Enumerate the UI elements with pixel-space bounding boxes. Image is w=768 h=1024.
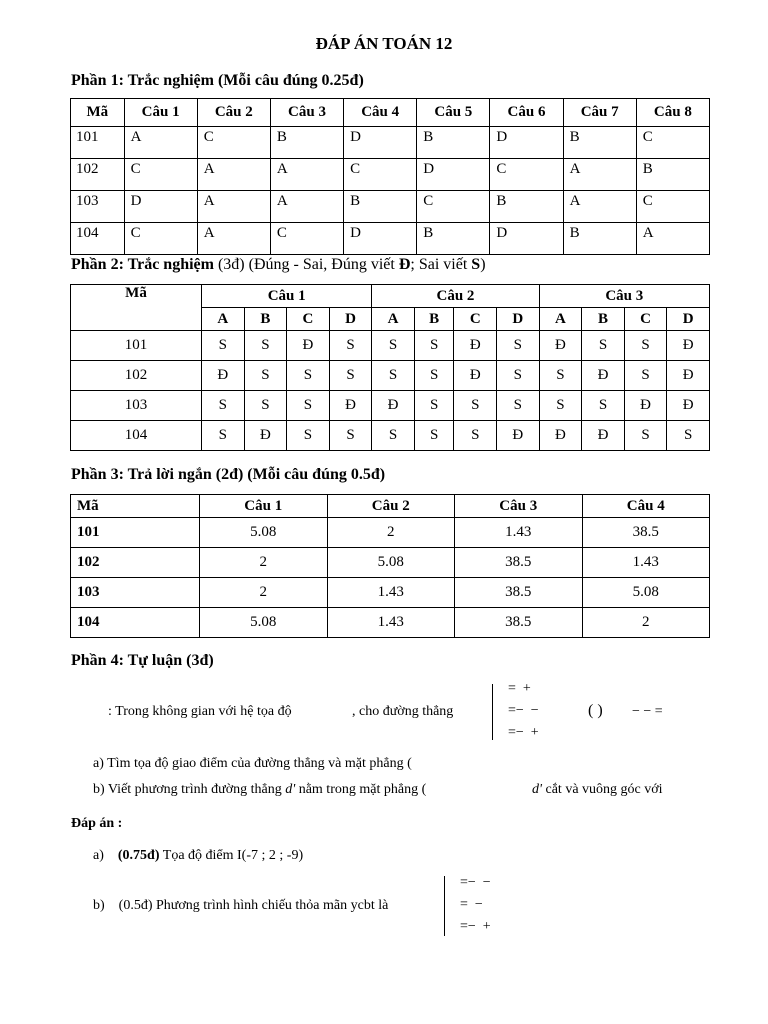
table-cell: Đ <box>667 391 710 421</box>
page-title: ĐÁP ÁN TOÁN 12 <box>315 34 453 53</box>
table-row <box>71 159 710 191</box>
table-cell: D <box>490 127 563 159</box>
table-cell: S <box>372 421 415 451</box>
table-subheader-cell: A <box>539 308 582 331</box>
table-cell: A <box>563 191 636 223</box>
table-subheader-cell: D <box>329 308 372 331</box>
table-cell: Đ <box>582 421 625 451</box>
table-cell: Đ <box>497 421 540 451</box>
table-cell: S <box>624 421 667 451</box>
table-cell: S <box>414 421 454 451</box>
table-subheader-cell: B <box>414 308 454 331</box>
table-header-cell: Câu 5 <box>417 99 490 127</box>
table-subheader-cell: C <box>454 308 497 331</box>
table-header-cell: Câu 1 <box>200 495 328 518</box>
part3-heading: Phần 3: Trả lời ngắn (2đ) (Mỗi câu đúng 0.5đ) <box>71 466 386 483</box>
part2-table <box>70 284 710 451</box>
table-row <box>71 548 710 578</box>
answer-label: Đáp án : <box>71 816 123 831</box>
table-cell: S <box>539 361 582 391</box>
table-cell: 103 <box>71 391 202 421</box>
table-cell: S <box>202 421 245 451</box>
table-cell: S <box>624 331 667 361</box>
table-cell: 103 <box>71 191 125 223</box>
table-cell: 101 <box>71 127 125 159</box>
table-cell: Đ <box>454 361 497 391</box>
part4-heading: Phần 4: Tự luận (3đ) <box>71 652 214 669</box>
table-subheader-cell: B <box>582 308 625 331</box>
table-header-cell: Câu 1 <box>124 99 197 127</box>
table-subheader-cell: C <box>624 308 667 331</box>
table-cell: S <box>287 421 330 451</box>
table-cell: S <box>624 361 667 391</box>
table-header-cell: Câu 8 <box>636 99 709 127</box>
table-cell: D <box>344 127 417 159</box>
table-cell: 38.5 <box>582 518 710 548</box>
table-cell: 5.08 <box>327 548 455 578</box>
table-cell: A <box>636 223 709 255</box>
table-cell: S <box>582 331 625 361</box>
table-subheader-cell: A <box>202 308 245 331</box>
part3-table <box>70 494 710 638</box>
question-a: a) Tìm tọa độ giao điểm của đường thẳng và mặt phẳng ( <box>93 756 412 771</box>
part2-heading: Phần 2: Trắc nghiệm (3đ) (Đúng - Sai, Đúng viết Đ; Sai viết S) <box>71 256 486 273</box>
line-equation-system: = + =− − =− + <box>508 681 539 740</box>
table-row <box>71 578 710 608</box>
table-cell: C <box>124 223 197 255</box>
table-cell: A <box>270 159 343 191</box>
table-cell: Đ <box>624 391 667 421</box>
table-cell: S <box>329 421 372 451</box>
table-header-cell: Câu 1 <box>202 285 372 308</box>
part1-heading: Phần 1: Trắc nghiệm (Mỗi câu đúng 0.25đ) <box>71 72 364 89</box>
table-cell: S <box>244 361 287 391</box>
table-cell: S <box>497 361 540 391</box>
table-cell: 2 <box>582 608 710 638</box>
table-subheader-cell: D <box>667 308 710 331</box>
table-cell: S <box>372 361 415 391</box>
table-cell: 2 <box>200 578 328 608</box>
table-cell: A <box>197 159 270 191</box>
answer-b: b) (0.5đ) Phương trình hình chiếu thỏa mãn ycbt là <box>93 898 389 913</box>
table-cell: 38.5 <box>455 608 583 638</box>
table-cell: D <box>490 223 563 255</box>
table-cell: Đ <box>287 331 330 361</box>
table-cell: S <box>329 331 372 361</box>
table-cell: 5.08 <box>582 578 710 608</box>
table-row <box>71 331 710 361</box>
table-header-cell: Câu 6 <box>490 99 563 127</box>
table-cell: C <box>417 191 490 223</box>
table-row <box>71 391 710 421</box>
table-row <box>71 223 710 255</box>
table-cell: 102 <box>71 361 202 391</box>
table-subheader-cell: A <box>372 308 415 331</box>
table-header-cell: Mã <box>71 495 200 518</box>
table-cell: B <box>344 191 417 223</box>
table-cell: D <box>417 159 490 191</box>
table-cell: 101 <box>71 331 202 361</box>
table-cell: 2 <box>327 518 455 548</box>
table-row <box>71 608 710 638</box>
table-cell: S <box>454 391 497 421</box>
table-cell: C <box>636 127 709 159</box>
table-row <box>71 361 710 391</box>
table-cell: S <box>414 361 454 391</box>
answer-system-brace <box>444 876 451 936</box>
table-cell: 38.5 <box>455 548 583 578</box>
table-cell: C <box>490 159 563 191</box>
table-cell: C <box>344 159 417 191</box>
table-cell: 104 <box>71 608 200 638</box>
table-cell: Đ <box>372 391 415 421</box>
table-cell: B <box>636 159 709 191</box>
plane-paren: ( ) <box>588 702 603 719</box>
table-cell: 38.5 <box>455 578 583 608</box>
table-cell: B <box>417 223 490 255</box>
table-cell: A <box>270 191 343 223</box>
table-cell: Đ <box>244 421 287 451</box>
table-cell: C <box>636 191 709 223</box>
table-cell: S <box>414 331 454 361</box>
problem-text-b: , cho đường thẳng <box>352 704 454 719</box>
table-cell: 5.08 <box>200 518 328 548</box>
table-row <box>71 518 710 548</box>
table-cell: B <box>270 127 343 159</box>
table-subheader-cell: C <box>287 308 330 331</box>
table-cell: Đ <box>329 391 372 421</box>
table-cell: 5.08 <box>200 608 328 638</box>
table-cell: Đ <box>202 361 245 391</box>
table-cell: 103 <box>71 578 200 608</box>
table-cell: 1.43 <box>582 548 710 578</box>
table-subheader-cell: B <box>244 308 287 331</box>
table-cell: S <box>497 391 540 421</box>
part1-table <box>70 98 710 255</box>
table-cell: 1.43 <box>455 518 583 548</box>
table-cell: 102 <box>71 159 125 191</box>
question-b: b) Viết phương trình đường thẳng d' nằm trong mặt phẳng ( <box>93 782 427 797</box>
table-cell: 104 <box>71 421 202 451</box>
table-cell: 1.43 <box>327 608 455 638</box>
table-cell: A <box>197 191 270 223</box>
table-cell: S <box>244 331 287 361</box>
table-cell: S <box>244 391 287 421</box>
table-header-cell: Mã <box>71 285 202 331</box>
table-header-cell: Câu 3 <box>270 99 343 127</box>
table-cell: S <box>372 331 415 361</box>
table-cell: Đ <box>539 421 582 451</box>
table-cell: 102 <box>71 548 200 578</box>
table-cell: Đ <box>667 331 710 361</box>
table-cell: A <box>197 223 270 255</box>
table-header-cell: Câu 4 <box>582 495 710 518</box>
table-row <box>71 127 710 159</box>
table-cell: S <box>329 361 372 391</box>
table-cell: S <box>454 421 497 451</box>
table-cell: 104 <box>71 223 125 255</box>
table-cell: S <box>539 391 582 421</box>
table-header-cell: Câu 3 <box>539 285 709 308</box>
table-row <box>71 421 710 451</box>
table-cell: C <box>197 127 270 159</box>
table-cell: S <box>497 331 540 361</box>
table-cell: B <box>490 191 563 223</box>
table-cell: D <box>124 191 197 223</box>
table-header-cell: Câu 4 <box>344 99 417 127</box>
table-cell: 101 <box>71 518 200 548</box>
table-cell: S <box>202 331 245 361</box>
table-cell: S <box>287 361 330 391</box>
table-cell: B <box>417 127 490 159</box>
table-header-cell: Mã <box>71 99 125 127</box>
table-header-cell: Câu 2 <box>372 285 539 308</box>
table-cell: C <box>270 223 343 255</box>
table-cell: B <box>563 127 636 159</box>
table-header-cell: Câu 7 <box>563 99 636 127</box>
table-cell: A <box>563 159 636 191</box>
table-cell: Đ <box>454 331 497 361</box>
answer-a: a) (0.75đ) Tọa độ điểm I(-7 ; 2 ; -9) <box>93 848 304 863</box>
table-cell: B <box>563 223 636 255</box>
problem-text-a: : Trong không gian với hệ tọa độ <box>108 704 292 719</box>
table-cell: S <box>582 391 625 421</box>
table-cell: S <box>202 391 245 421</box>
table-cell: D <box>344 223 417 255</box>
question-b-end: d' cắt và vuông góc với <box>532 782 663 797</box>
table-cell: 1.43 <box>327 578 455 608</box>
answer-equation-system: =− − = − =− + <box>460 875 491 934</box>
table-cell: S <box>667 421 710 451</box>
table-cell: Đ <box>539 331 582 361</box>
table-cell: S <box>414 391 454 421</box>
table-row <box>71 191 710 223</box>
table-cell: S <box>287 391 330 421</box>
table-header-cell: Câu 2 <box>327 495 455 518</box>
table-header-cell: Câu 3 <box>455 495 583 518</box>
table-cell: C <box>124 159 197 191</box>
table-cell: A <box>124 127 197 159</box>
system-brace <box>492 684 499 740</box>
table-subheader-cell: D <box>497 308 540 331</box>
table-header-cell: Câu 2 <box>197 99 270 127</box>
table-cell: Đ <box>667 361 710 391</box>
table-cell: Đ <box>582 361 625 391</box>
table-cell: 2 <box>200 548 328 578</box>
plane-equation: − − = <box>632 704 663 719</box>
